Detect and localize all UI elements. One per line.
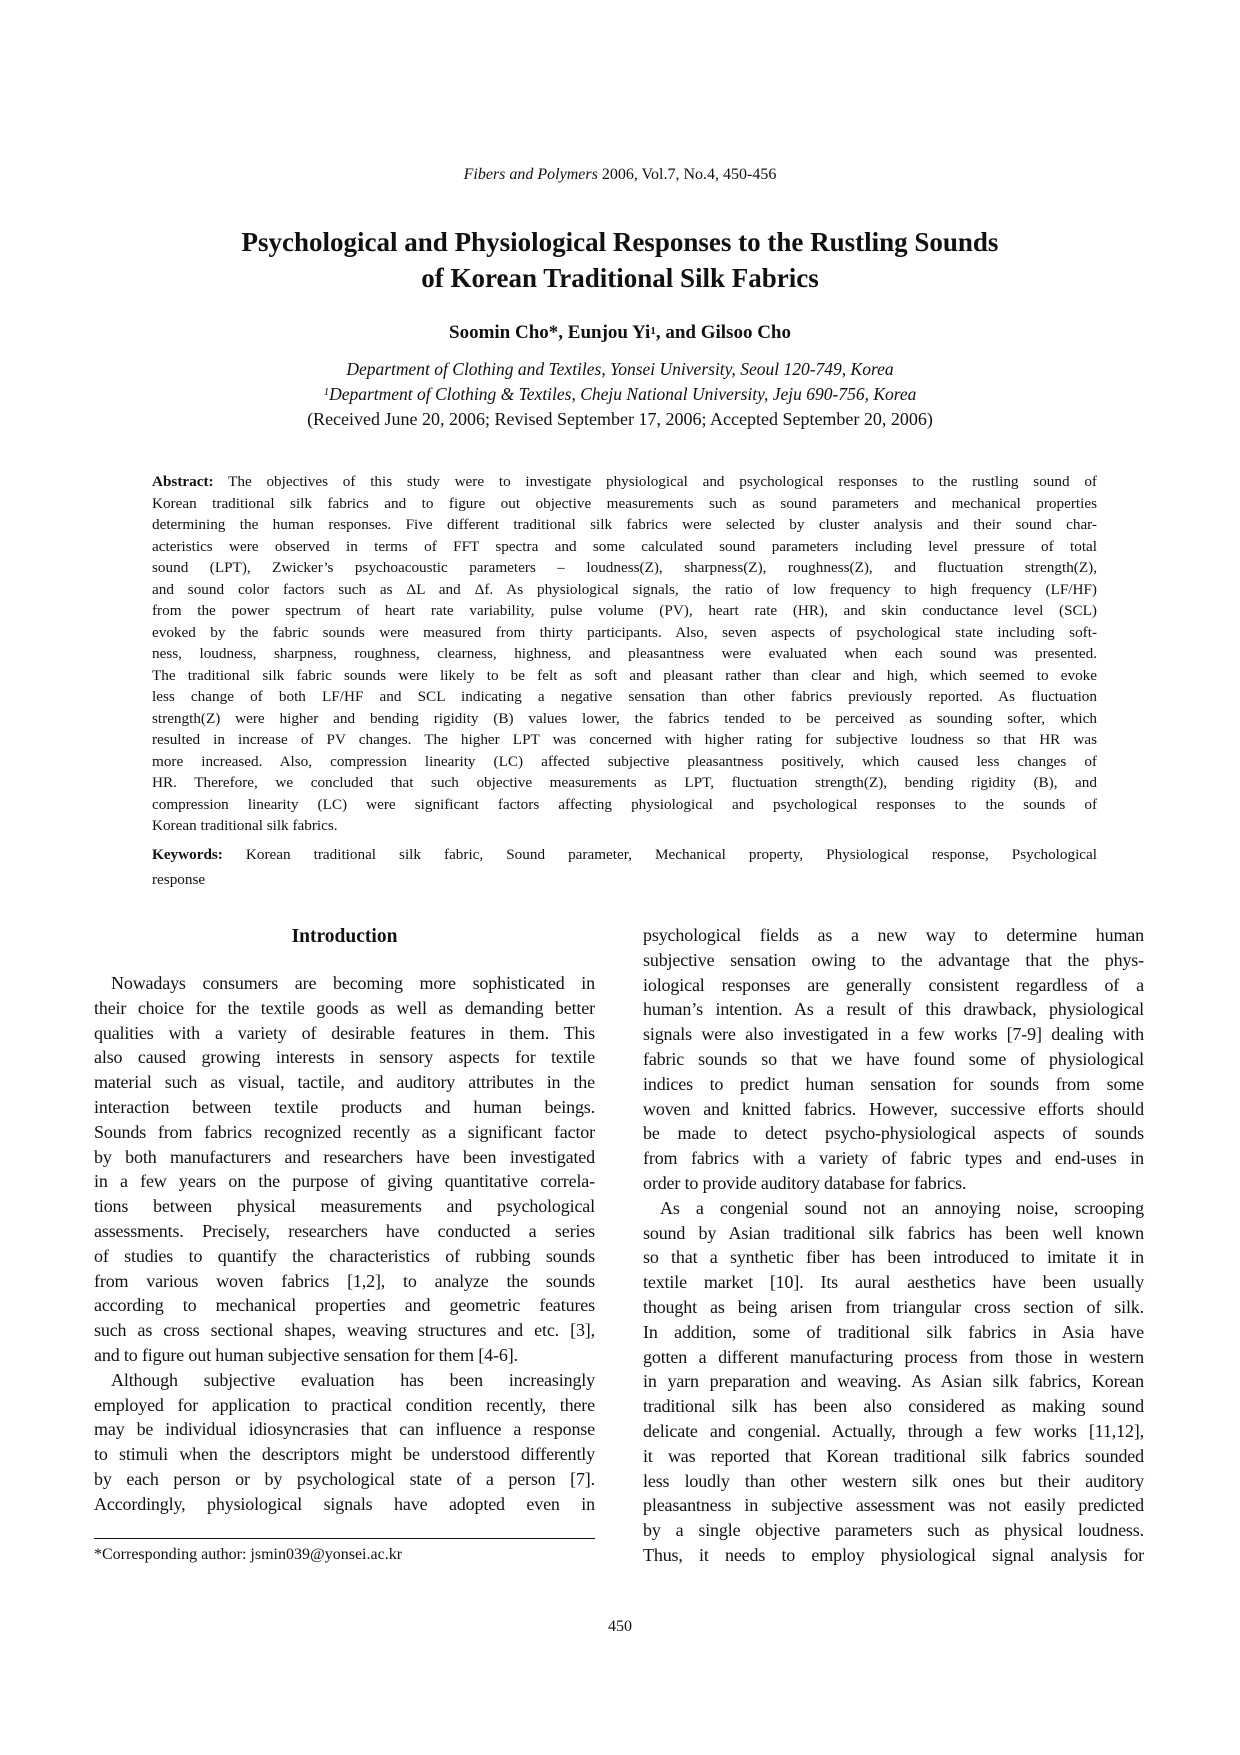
paragraph-line: in yarn preparation and weaving. As Asian silk fabrics, Korean (643, 1371, 1144, 1392)
paragraph-line: Nowadays consumers are becoming more sophisticated in (111, 973, 595, 993)
page-number: 450 (608, 1618, 632, 1635)
footnote-divider (94, 1538, 595, 1539)
paragraph-line: material such as visual, tactile, and auditory attributes in the (94, 1072, 595, 1093)
paragraph-line: of studies to quantify the characteristics of rubbing sounds (94, 1245, 595, 1266)
paragraph-line: iological responses are generally consistent regardless of a (643, 974, 1144, 995)
abstract-line (152, 557, 1097, 579)
paragraph-line: Accordingly, physiological signals have adopted even in (94, 1493, 595, 1514)
paragraph-line: Thus, it needs to employ physiological signal analysis for (643, 1544, 1144, 1565)
left-column-body (94, 971, 595, 1517)
abstract-text: from the power spectrum of heart rate variability, pulse volume (PV), heart rate (HR), and skin conductance level (SCL) (152, 602, 1097, 619)
paragraph-line: Sounds from fabrics recognized recently as a significant factor (94, 1121, 595, 1142)
paragraph-line: pleasantness in subjective assessment was not easily predicted (643, 1495, 1144, 1516)
abstract-label: Abstract: (152, 473, 214, 490)
abstract-text: sound (LPT), Zwicker’s psychoacoustic parameters – loudness(Z), sharpness(Z), roughness(Z), and fluctuation strength(Z), (152, 559, 1097, 576)
affiliation-2 (0, 383, 1240, 405)
abstract-text: strength(Z) were higher and bending rigidity (B) values lower, the fabrics tended to be perceived as sounding softer, which (152, 709, 1097, 727)
author-names-2: , and Gilsoo Cho (655, 322, 791, 343)
abstract-line (152, 772, 1097, 794)
paragraph-line: less loudly than other western silk ones but their auditory (643, 1470, 1144, 1491)
keywords-text: Korean traditional silk fabric, Sound parameter, Mechanical property, Physiological response, Psychological (222, 846, 1097, 863)
paragraph-line: tions between physical measurements and psychological (94, 1196, 595, 1217)
paper-title-line-2: of Korean Traditional Silk Fabrics (421, 263, 819, 293)
paragraph-line: employed for application to practical condition recently, there (94, 1394, 595, 1415)
paragraph-line: interaction between textile products and human beings. (94, 1096, 595, 1117)
authors (0, 321, 1240, 345)
paragraph-line: in a few years on the purpose of giving quantitative correla- (94, 1171, 595, 1192)
paragraph-line: by each person or by psychological state of a person [7]. (94, 1468, 595, 1489)
right-column-body (643, 923, 1144, 1568)
abstract-text: compression linearity (LC) were significant factors affecting physiological and psychological responses to the sounds of (152, 795, 1097, 813)
paragraph-line: psychological fields as a new way to determine human (643, 925, 1144, 945)
abstract-line (152, 493, 1097, 515)
abstract-line (152, 729, 1097, 751)
paragraph-line: from various woven fabrics [1,2], to analyze the sounds (94, 1270, 595, 1291)
abstract-line (152, 751, 1097, 773)
paragraph-line: textile market [10]. Its aural aesthetics have been usually (643, 1272, 1144, 1293)
abstract-text: less change of both LF/HF and SCL indicating a negative sensation than other fabrics previously reported. As fluctuation (152, 688, 1097, 705)
paragraph-line: also caused growing interests in sensory aspects for textile (94, 1047, 595, 1068)
abstract-text: and sound color factors such as ΔL and Δf. As physiological signals, the ratio of low frequency to high frequency (LF/HF) (152, 580, 1097, 598)
abstract-text: more increased. Also, compression linearity (LC) affected subjective pleasantness positively, which caused less changes of (152, 752, 1097, 770)
abstract-text: The objectives of this study were to investigate physiological and psychological responses to the rustling sound of (213, 473, 1097, 490)
abstract-text: evoked by the fabric sounds were measured from thirty participants. Also, seven aspects of psychological state including soft- (152, 623, 1097, 641)
affiliation-1: Department of Clothing and Textiles, Yonsei University, Seoul 120-749, Korea (346, 359, 894, 379)
paragraph-line: traditional silk has been also considered as making sound (643, 1396, 1144, 1417)
paragraph-line: by a single objective parameters such as physical loudness. (643, 1520, 1144, 1541)
paragraph-line: gotten a different manufacturing process from those in western (643, 1346, 1144, 1367)
paragraph-line: such as cross sectional shapes, weaving structures and etc. [3], (94, 1320, 595, 1341)
paragraph-line: and to figure out human subjective sensation for them [4-6]. (94, 1344, 518, 1365)
abstract-line (152, 794, 1097, 816)
paragraph-line: subjective sensation owing to the advantage that the phys- (643, 949, 1144, 970)
keywords-line (152, 867, 1097, 892)
abstract-text: The traditional silk fabric sounds were likely to be felt as soft and pleasant rather than clear and high, which seemed to evoke (152, 666, 1097, 684)
journal-info: 2006, Vol.7, No.4, 450-456 (597, 166, 777, 183)
paragraph-line: according to mechanical properties and geometric features (94, 1295, 595, 1316)
keywords-label: Keywords: (152, 846, 223, 863)
journal-citation (0, 166, 1240, 184)
keywords-text: response (152, 871, 206, 888)
abstract-text: HR. Therefore, we concluded that such objective measurements as LPT, fluctuation strength(Z), bending rigidity (B), and (152, 774, 1097, 791)
paragraph-line: thought as being arisen from triangular cross section of silk. (643, 1296, 1144, 1317)
abstract-line (152, 665, 1097, 687)
abstract-text: determining the human responses. Five different traditional silk fabrics were selected by cluster analysis and their sound char- (152, 516, 1097, 533)
paragraph-line: As a congenial sound not an annoying noise, scrooping (660, 1197, 1144, 1218)
paragraph-line: fabric sounds so that we have found some of physiological (643, 1048, 1144, 1069)
paragraph-line: indices to predict human sensation for sounds from some (643, 1073, 1144, 1094)
paragraph-line: be made to detect psycho-physiological aspects of sounds (643, 1123, 1144, 1144)
section-heading-introduction: Introduction (291, 926, 398, 947)
abstract-line (152, 471, 1097, 493)
paragraph-line: to stimuli when the descriptors might be understood differently (94, 1444, 595, 1465)
paragraph-line: In addition, some of traditional silk fabrics in Asia have (643, 1321, 1144, 1342)
abstract-text: Korean traditional silk fabrics. (152, 817, 338, 834)
abstract-line (152, 815, 1097, 837)
affiliation-marker: 1 (323, 386, 330, 398)
abstract-line (152, 600, 1097, 622)
abstract-line (152, 643, 1097, 665)
paragraph-line: order to provide auditory database for fabrics. (643, 1172, 967, 1193)
journal-name: Fibers and Polymers (463, 166, 598, 183)
abstract-text: ness, loudness, sharpness, roughness, clearness, highness, and pleasantness were evaluated when each sound was presented. (152, 645, 1097, 662)
paper-title-line-1: Psychological and Physiological Responses to the Rustling Sounds (241, 227, 999, 257)
paragraph-line: woven and knitted fabrics. However, successive efforts should (643, 1098, 1144, 1119)
keywords (152, 842, 1097, 892)
paragraph-line: assessments. Precisely, researchers have conducted a series (94, 1220, 595, 1241)
affiliation-2-text: Department of Clothing & Textiles, Cheju National University, Jeju 690-756, Korea (329, 384, 917, 404)
abstract-line (152, 579, 1097, 601)
keywords-line (152, 842, 1097, 867)
paragraph-line: their choice for the textile goods as well as demanding better (94, 997, 595, 1018)
abstract-line (152, 536, 1097, 558)
received-dates: (Received June 20, 2006; Revised September 17, 2006; Accepted September 20, 2006) (307, 409, 933, 429)
abstract-line (152, 686, 1097, 708)
abstract-line (152, 622, 1097, 644)
paragraph-line: human’s intention. As a result of this drawback, physiological (643, 999, 1144, 1020)
paragraph-line: delicate and congenial. Actually, through a few works [11,12], (643, 1420, 1144, 1441)
paragraph-line: Although subjective evaluation has been increasingly (111, 1369, 595, 1390)
paragraph-line: so that a synthetic fiber has been introduced to imitate it in (643, 1247, 1144, 1268)
author-affil-marker: 1 (650, 325, 656, 337)
author-names-1: Soomin Cho*, Eunjou Yi (449, 322, 651, 343)
paragraph-line: signals were also investigated in a few works [7-9] dealing with (643, 1024, 1144, 1045)
abstract-line (152, 708, 1097, 730)
abstract (152, 471, 1097, 837)
paragraph-line: by both manufacturers and researchers have been investigated (94, 1146, 595, 1167)
abstract-line (152, 514, 1097, 536)
corresponding-author-footnote: *Corresponding author: jsmin039@yonsei.ac.kr (94, 1546, 403, 1563)
abstract-text: resulted in increase of PV changes. The higher LPT was concerned with higher rating for subjective loudness so that HR was (152, 731, 1097, 748)
paragraph-line: it was reported that Korean traditional silk fabrics sounded (643, 1445, 1144, 1466)
paragraph-line: sound by Asian traditional silk fabrics has been well known (643, 1222, 1144, 1243)
paragraph-line: from fabrics with a variety of fabric types and end-uses in (643, 1148, 1144, 1169)
abstract-text: Korean traditional silk fabrics and to figure out objective measurements such as sound parameters and mechanical properties (152, 494, 1097, 512)
abstract-text: acteristics were observed in terms of FFT spectra and some calculated sound parameters including level pressure of total (152, 537, 1097, 555)
paragraph-line: may be individual idiosyncrasies that can influence a response (94, 1419, 595, 1440)
paragraph-line: qualities with a variety of desirable features in them. This (94, 1022, 595, 1043)
